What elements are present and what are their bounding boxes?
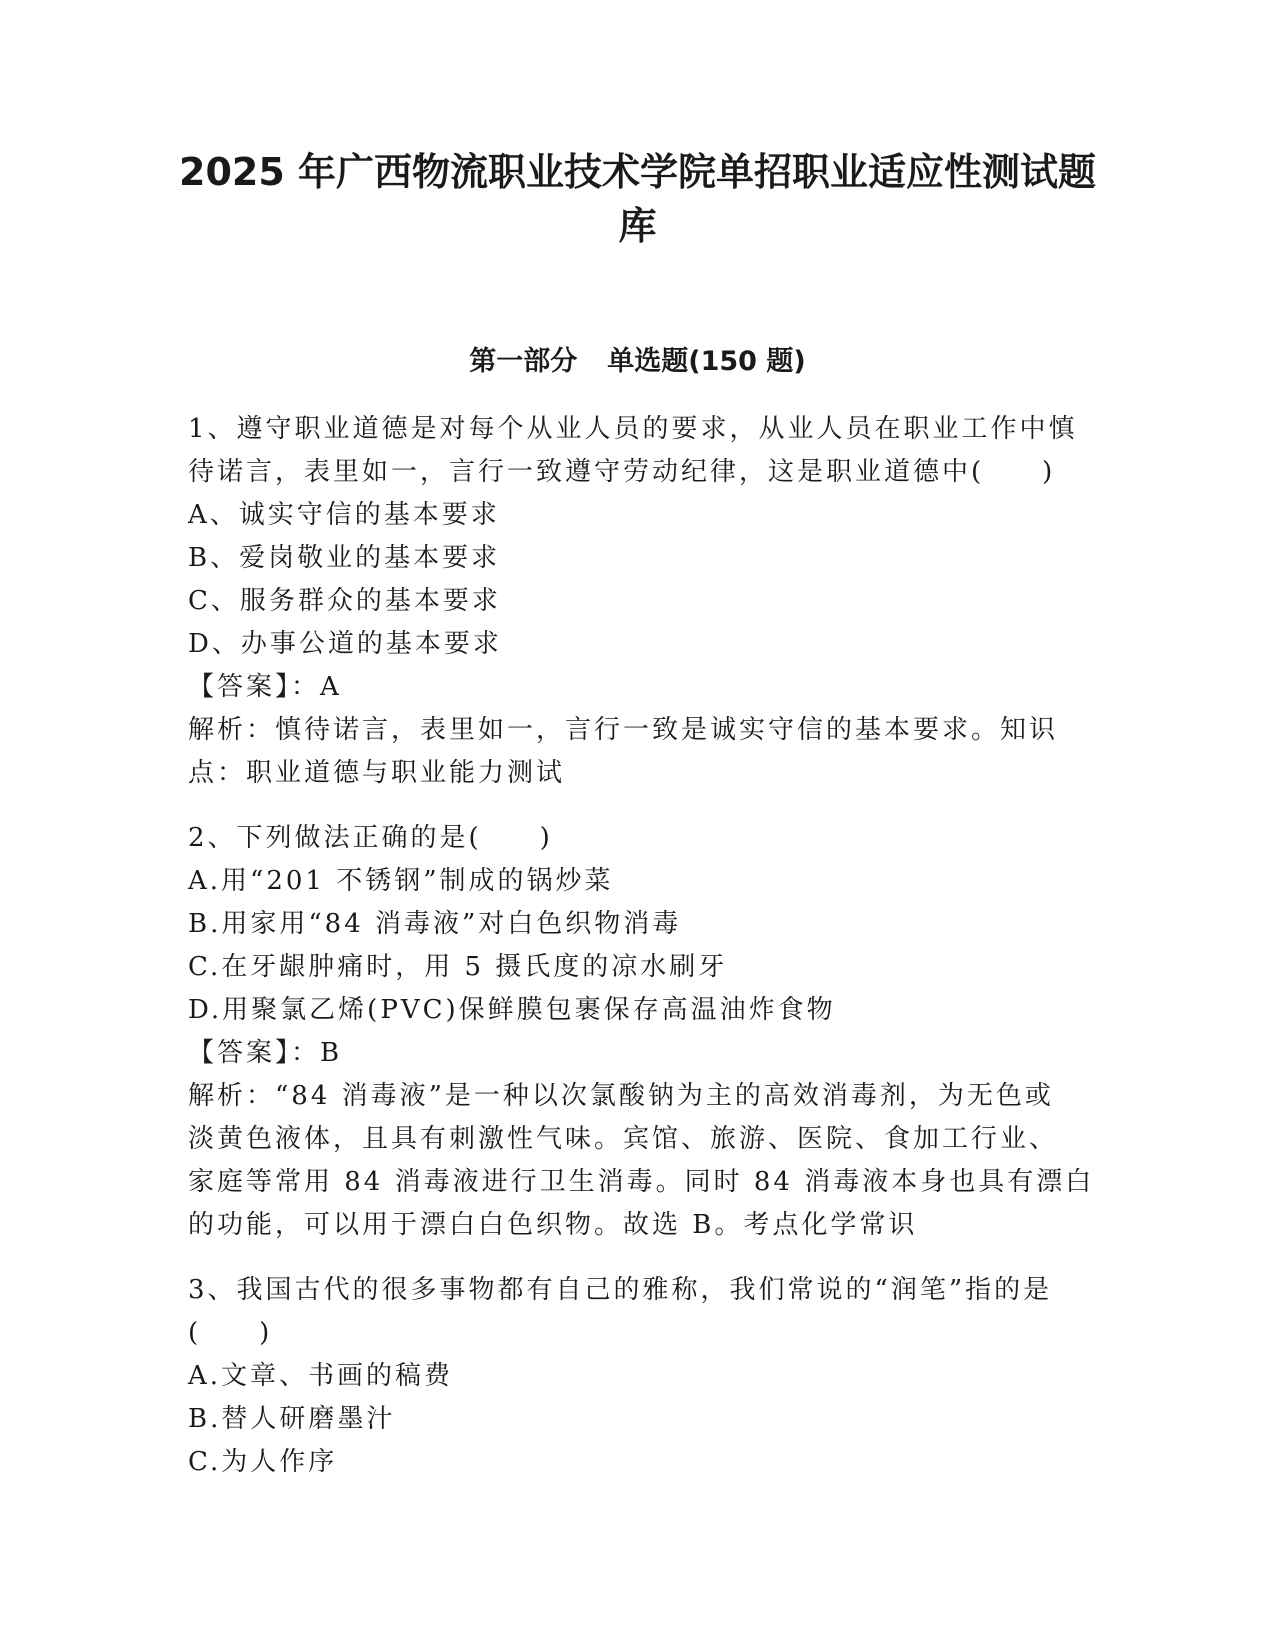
answer: 【答案】：B: [188, 1038, 343, 1068]
title-line-2: 库: [618, 204, 657, 248]
question-3: [188, 1269, 1088, 1484]
analysis-line: 淡黄色液体，且具有刺激性气味。宾馆、旅游、医院、食加工行业、: [188, 1124, 1059, 1154]
document-title: [170, 145, 1105, 253]
option-c: C.在牙龈肿痛时，用 5 摄氏度的凉水刷牙: [188, 952, 728, 982]
section-heading: [0, 344, 1275, 380]
question-stem-line: 2、下列做法正确的是( ): [188, 823, 553, 853]
analysis-line: 解析：慎待诺言，表里如一，言行一致是诚实守信的基本要求。知识: [188, 715, 1059, 745]
option-b: B.用家用“84 消毒液”对白色织物消毒: [188, 909, 682, 939]
title-line-1: 2025 年广西物流职业技术学院单招职业适应性测试题: [179, 150, 1096, 194]
option-a: A.用“201 不锈钢”制成的锅炒菜: [188, 866, 614, 896]
analysis-line: 点：职业道德与职业能力测试: [188, 758, 566, 788]
question-stem-line: 3、我国古代的很多事物都有自己的雅称，我们常说的“润笔”指的是: [188, 1275, 1053, 1305]
option-a: A.文章、书画的稿费: [188, 1361, 454, 1391]
analysis-line: 的功能，可以用于漂白白色织物。故选 B。考点化学常识: [188, 1210, 918, 1240]
option-b: B.替人研磨墨汁: [188, 1404, 396, 1434]
option-d: D、办事公道的基本要求: [188, 629, 502, 659]
section-name: 单选题(150 题): [607, 346, 806, 377]
question-stem-line: 待诺言，表里如一，言行一致遵守劳动纪律，这是职业道德中( ): [188, 457, 1056, 487]
option-c: C.为人作序: [188, 1447, 338, 1477]
section-part: 第一部分: [469, 346, 578, 377]
question-stem-line: ( ): [188, 1318, 273, 1348]
analysis-line: 解析：“84 消毒液”是一种以次氯酸钠为主的高效消毒剂，为无色或: [188, 1081, 1054, 1111]
question-2: [188, 817, 1095, 1247]
option-a: A、诚实守信的基本要求: [188, 500, 500, 530]
question-stem-line: 1、遵守职业道德是对每个从业人员的要求，从业人员在职业工作中慎: [188, 414, 1078, 444]
question-list: [188, 408, 1095, 1484]
option-d: D.用聚氯乙烯(PVC)保鲜膜包裹保存高温油炸食物: [188, 995, 836, 1025]
option-c: C、服务群众的基本要求: [188, 586, 501, 616]
option-b: B、爱岗敬业的基本要求: [188, 543, 501, 573]
question-1: [188, 408, 1088, 795]
answer: 【答案】：A: [188, 672, 342, 702]
analysis-line: 家庭等常用 84 消毒液进行卫生消毒。同时 84 消毒液本身也具有漂白: [188, 1167, 1095, 1197]
